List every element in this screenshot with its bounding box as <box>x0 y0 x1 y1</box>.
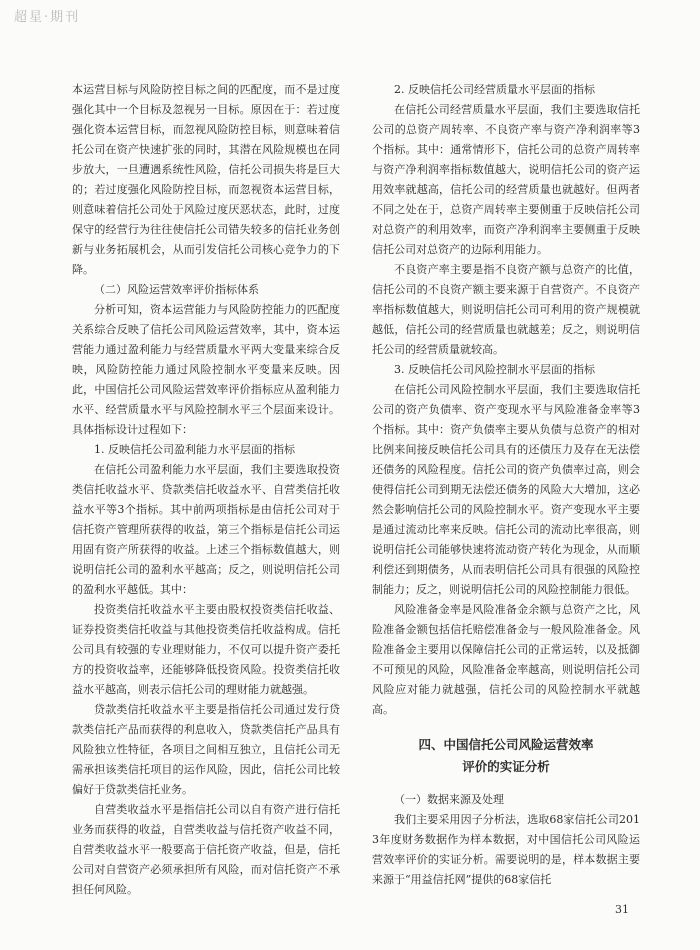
subsection-heading: 3. 反映信托公司风险控制水平层面的指标 <box>394 363 595 376</box>
paragraph: 在信托公司风险控制水平层面，我们主要选取信托公司的资产负债率、资产变现水平与风险准备金率等3个指标。其中：资产负债率主要从负债与总资产的相对比例来间接反映信托公司具有的还债压力及存在无法偿还债务的风险程度。信托公司的资产负债率过高，则会使得信托公司到期无法偿还债务的风险大大增加，这必然会影响信托公司的风险控制水平。资产变现水平主要是通过流动比率来反映。信托公司的流动比率很高，则说明信托公司能够快速将流动资产转化为现金，从而顺利偿还到期债务，从而表明信托公司具有很强的风险控制能力；反之，则说明信托公司的风险控制能力很低。 <box>372 383 640 596</box>
paragraph: 分析可知，资本运营能力与风险防控能力的匹配度关系综合反映了信托公司风险运营效率，其中，资本运营能力通过盈利能力与经营质量水平两大变量来综合反映，风险防控能力通过风险控制水平变量来反映。因此，中国信托公司风险运营效率评价指标应从盈利能力水平、经营质量水平与风险控制水平三个层面来设计。具体指标设计过程如下： <box>72 303 340 436</box>
paragraph: 我们主要采用因子分析法，选取68家信托公司2013年度财务数据作为样本数据，对中国信托公司风险运营效率评价的实证分析。需要说明的是，样本数据主要来源于“用益信托网”提供的68家信托 <box>372 813 640 886</box>
paragraph: 在信托公司盈利能力水平层面，我们主要选取投资类信托收益水平、贷款类信托收益水平、自营类信托收益水平等3个指标。其中前两项指标是由信托公司对于信托资产管理所获得的收益，第三个指标是信托公司运用固有资产所获得的收益。上述三个指标数值越大，则说明信托公司的盈利水平越高；反之，则说明信托公司的盈利水平越低。其中： <box>72 463 340 596</box>
paragraph: 在信托公司经营质量水平层面，我们主要选取信托公司的总资产周转率、不良资产率与资产净利润率等3个指标。其中：通常情形下，信托公司的总资产周转率与资产净利润率指标数值越大，说明信托公司的资产运用效率就越高，信托公司的经营质量也就越好。但两者不同之处在于，总资产周转率主要侧重于反映信托公司对总资产的利用效率，而资产净利润率主要侧重于反映信托公司对总资产的边际利用能力。 <box>372 103 640 256</box>
right-column <box>372 80 640 890</box>
paragraph: 不良资产率主要是指不良资产额与总资产的比值，信托公司的不良资产额主要来源于自营资产。不良资产率指标数值越大，则说明信托公司可利用的资产规模就越低，信托公司的经营质量也就越差；反之，则说明信托公司的经营质量就较高。 <box>372 263 640 356</box>
section-title-line1: 四、中国信托公司风险运营效率 <box>418 737 594 752</box>
left-column <box>72 80 340 900</box>
paragraph: 风险准备金率是风险准备金余额与总资产之比，风险准备金额包括信托赔偿准备金与一般风险准备金。风险准备金主要用以保障信托公司的正常运转，以及抵御不可预见的风险，风险准备金率越高，则说明信托公司风险应对能力就越强，信托公司的风险控制水平就越高。 <box>372 603 640 716</box>
subsection-heading: 1. 反映信托公司盈利能力水平层面的指标 <box>94 443 295 456</box>
paragraph: 自营类收益水平是指信托公司以自有资产进行信托业务而获得的收益，自营类收益与信托资产收益不同，自营类收益水平一般要高于信托资产收益，但是，信托公司对自营资产必须承担所有风险，而对信托资产不承担任何风险。 <box>72 803 340 896</box>
subsection-heading: 2. 反映信托公司经营质量水平层面的指标 <box>394 83 595 96</box>
page-number: 31 <box>615 903 629 916</box>
paragraph: 投资类信托收益水平主要由股权投资类信托收益、证券投资类信托收益与其他投资类信托收益构成。信托公司具有较强的专业理财能力，不仅可以提升资产委托方的投资收益率，还能够降低投资风险。投资类信托收益水平越高，则表示信托公司的理财能力就越强。 <box>72 603 340 696</box>
paragraph: 贷款类信托收益水平主要是指信托公司通过发行贷款类信托产品而获得的利息收入，贷款类信托产品具有风险独立性特征，各项目之间相互独立，且信托公司无需承担该类信托项目的运作风险，因此，信托公司比较偏好于贷款类信托业务。 <box>72 703 340 796</box>
subsection-heading: （一）数据来源及处理 <box>394 793 504 806</box>
paragraph: 本运营目标与风险防控目标之间的匹配度，而不是过度强化其中一个目标及忽视另一目标。原因在于：若过度强化资本运营目标，而忽视风险防控目标，则意味着信托公司在资产快速扩张的同时，其潜在风险规模也在同步放大，一旦遭遇系统性风险，信托公司损失将是巨大的；若过度强化风险防控目标，而忽视资本运营目标，则意味着信托公司处于风险过度厌恶状态，此时，过度保守的经营行为往往使信托公司错失较多的信托业务创新与业务拓展机会，从而引发信托公司核心竞争力的下降。 <box>72 83 340 276</box>
journal-header: 超星·期刊 <box>14 10 81 25</box>
subsection-heading: （二）风险运营效率评价指标体系 <box>94 283 259 296</box>
section-title <box>372 734 640 778</box>
section-title-line2: 评价的实证分析 <box>462 759 550 774</box>
